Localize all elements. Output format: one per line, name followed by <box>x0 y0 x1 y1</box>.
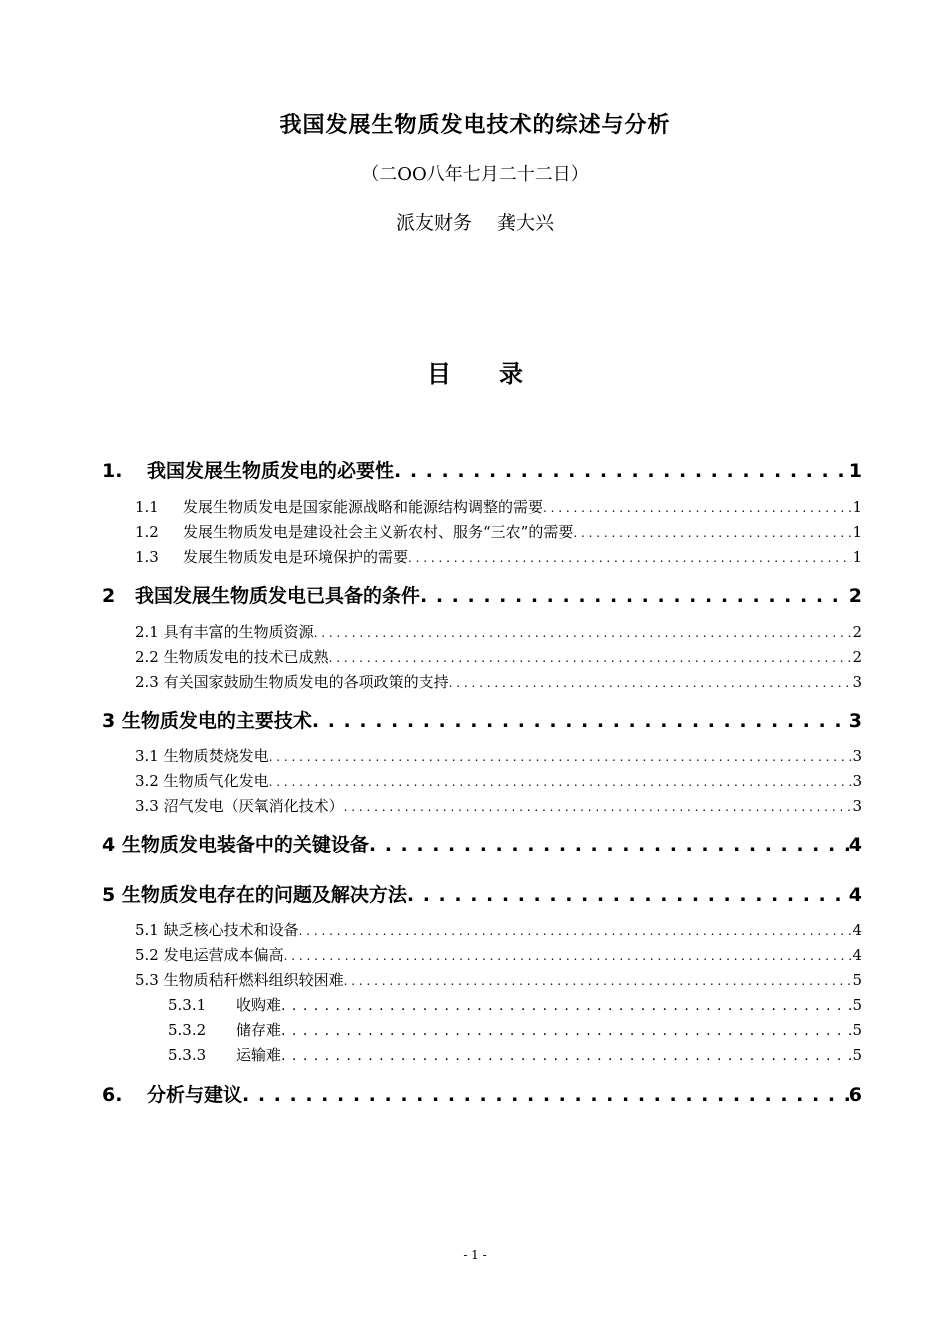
toc-entry-text: 生物质发电存在的问题及解决方法 <box>121 884 407 906</box>
toc-entry-text: 发展生物质发电是环境保护的需要 <box>183 548 409 566</box>
toc-entry-number: 4 <box>102 834 116 856</box>
toc-entry-3-2[interactable] <box>135 770 862 792</box>
toc-entry-number: 1.2 <box>135 523 159 541</box>
toc-page-number: 3 <box>852 797 862 815</box>
toc-entry-text: 沼气发电（厌氧消化技术） <box>163 797 344 815</box>
toc-leader-dots <box>420 585 849 607</box>
toc-entry-number: 6. <box>102 1084 123 1106</box>
toc-entry-text: 生物质焚烧发电 <box>163 747 269 765</box>
toc-entry-text: 储存难 <box>236 1021 282 1039</box>
toc-page-number: 3 <box>848 710 862 732</box>
toc-page-number: 1 <box>852 523 862 541</box>
toc-entry-number: 5.2 <box>135 946 159 964</box>
toc-entry-text: 生物质发电的主要技术 <box>121 710 312 732</box>
page-number-footer: - 1 - <box>463 1248 487 1262</box>
toc-entry-text: 运输难 <box>236 1046 282 1064</box>
toc-leader-dots <box>344 800 853 814</box>
toc-entry-5-3-1[interactable] <box>168 994 862 1016</box>
toc-page-number: 3 <box>852 747 862 765</box>
toc-entry-text: 我国发展生物质发电已具备的条件 <box>135 585 421 607</box>
toc-entry-2-1[interactable] <box>135 621 862 643</box>
toc-leader-dots <box>573 526 852 540</box>
toc-entry-number: 1.1 <box>135 498 159 516</box>
toc-leader-dots <box>449 676 853 690</box>
toc-entry-number: 5.1 <box>135 921 159 939</box>
toc-page-number: 1 <box>848 460 862 482</box>
toc-entry-text: 收购难 <box>236 996 282 1014</box>
toc-entry-2-3[interactable] <box>135 671 862 693</box>
toc-heading: 目 录 <box>427 360 523 388</box>
toc-page-number: 5 <box>852 1021 862 1039</box>
document-author: 派友财务 龚大兴 <box>395 212 555 234</box>
toc-leader-dots <box>369 834 849 856</box>
toc-entry-number: 5 <box>102 884 116 906</box>
toc-entry-number: 2.2 <box>135 648 159 666</box>
document-date: （二OO八年七月二十二日） <box>361 164 589 185</box>
toc-entry-text: 分析与建议 <box>147 1084 243 1106</box>
toc-entry-5-3-3[interactable] <box>168 1044 862 1066</box>
toc-entry-number: 2.1 <box>135 623 159 641</box>
toc-page-number: 5 <box>852 1046 862 1064</box>
toc-entry-5-2[interactable] <box>135 944 862 966</box>
toc-entry-number: 3.2 <box>135 772 159 790</box>
toc-entry-text: 有关国家鼓励生物质发电的各项政策的支持 <box>163 673 449 691</box>
toc-leader-dots <box>281 1048 852 1064</box>
toc-entry-text: 生物质发电的技术已成熟 <box>163 648 329 666</box>
toc-entry-1-3[interactable] <box>135 546 862 568</box>
toc-leader-dots <box>284 949 853 963</box>
document-title: 我国发展生物质发电技术的综述与分析 <box>279 113 671 138</box>
toc-entry-number: 5.3.2 <box>168 1021 207 1039</box>
toc-leader-dots <box>408 551 852 565</box>
toc-entry-number: 2.3 <box>135 673 159 691</box>
toc-entry-1-1[interactable] <box>135 496 862 518</box>
toc-entry-5-3[interactable] <box>135 969 862 991</box>
toc-entry-3-3[interactable] <box>135 795 862 817</box>
toc-entry-text: 具有丰富的生物质资源 <box>163 623 314 641</box>
toc-entry-5-1[interactable] <box>135 919 862 941</box>
toc-leader-dots <box>269 775 853 789</box>
toc-entry-text: 生物质气化发电 <box>163 772 269 790</box>
toc-leader-dots <box>269 750 853 764</box>
toc-entry-number: 3.1 <box>135 747 159 765</box>
toc-entry-number: 2 <box>102 585 116 607</box>
toc-entry-text: 发展生物质发电是国家能源战略和能源结构调整的需要 <box>183 498 544 516</box>
toc-leader-dots <box>312 710 849 732</box>
toc-leader-dots <box>242 1084 849 1106</box>
toc-leader-dots <box>281 1023 852 1039</box>
toc-entry-text: 发展生物质发电是建设社会主义新农村、服务“三农”的需要 <box>183 523 574 541</box>
toc-leader-dots <box>314 626 853 640</box>
toc-entry-1-2[interactable] <box>135 521 862 543</box>
toc-page-number: 4 <box>852 946 862 964</box>
toc-page-number: 5 <box>852 971 862 989</box>
toc-page-number: 6 <box>848 1084 862 1106</box>
toc-page-number: 4 <box>852 921 862 939</box>
toc-leader-dots <box>394 460 849 482</box>
toc-entry-1[interactable] <box>102 456 862 482</box>
toc-entry-number: 5.3 <box>135 971 159 989</box>
toc-entry-number: 1. <box>102 460 123 482</box>
toc-entry-number: 1.3 <box>135 548 159 566</box>
toc-leader-dots <box>281 998 852 1014</box>
toc-page-number: 1 <box>852 548 862 566</box>
toc-page-number: 1 <box>852 498 862 516</box>
toc-page-number: 4 <box>848 834 862 856</box>
toc-entry-text: 我国发展生物质发电的必要性 <box>147 460 395 482</box>
toc-entry-2[interactable] <box>102 581 862 607</box>
toc-entry-2-2[interactable] <box>135 646 862 668</box>
toc-entry-5[interactable] <box>102 880 862 906</box>
toc-entry-4[interactable] <box>102 830 862 856</box>
toc-entry-text: 生物质秸秆燃料组织较困难 <box>163 971 344 989</box>
toc-entry-number: 3 <box>102 710 116 732</box>
toc-entry-text: 生物质发电装备中的关键设备 <box>121 834 369 856</box>
toc-entry-3-1[interactable] <box>135 745 862 767</box>
toc-page-number: 3 <box>852 673 862 691</box>
toc-leader-dots <box>344 974 853 988</box>
toc-entry-number: 5.3.3 <box>168 1046 207 1064</box>
toc-entry-5-3-2[interactable] <box>168 1019 862 1041</box>
toc-page-number: 5 <box>852 996 862 1014</box>
toc-leader-dots <box>407 884 849 906</box>
toc-leader-dots <box>543 501 852 515</box>
toc-entry-number: 5.3.1 <box>168 996 207 1014</box>
toc-entry-3[interactable] <box>102 706 862 732</box>
toc-page-number: 2 <box>852 623 862 641</box>
toc-entry-number: 3.3 <box>135 797 159 815</box>
toc-leader-dots <box>329 651 853 665</box>
toc-page-number: 2 <box>848 585 862 607</box>
toc-page-number: 4 <box>848 884 862 906</box>
toc-entry-6[interactable] <box>102 1080 862 1106</box>
toc-entry-text: 发电运营成本偏高 <box>163 946 284 964</box>
toc-leader-dots <box>299 924 853 938</box>
toc-page-number: 2 <box>852 648 862 666</box>
toc-entry-text: 缺乏核心技术和设备 <box>163 921 299 939</box>
toc-page-number: 3 <box>852 772 862 790</box>
